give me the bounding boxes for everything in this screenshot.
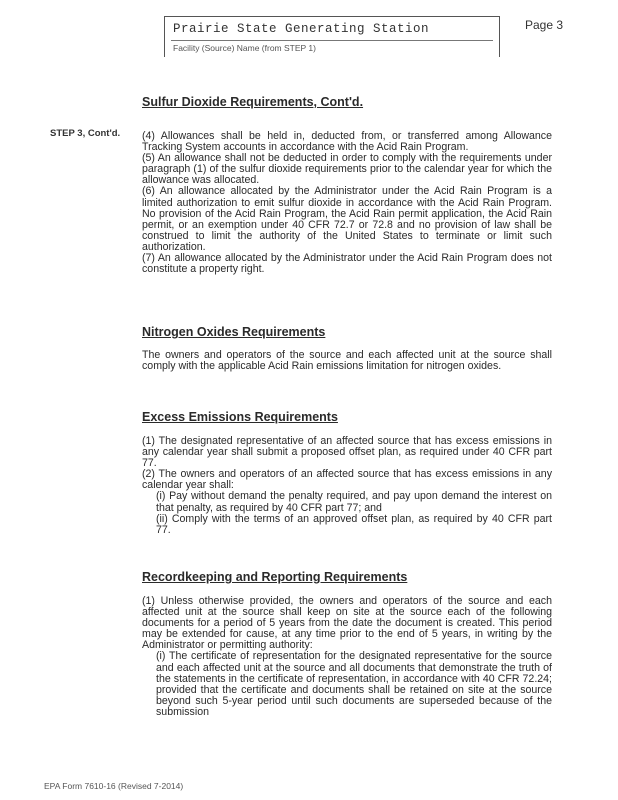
step-label: STEP 3, Cont'd. [50,128,121,139]
page-number: Page 3 [525,18,564,32]
excess-heading: Excess Emissions Requirements [142,410,338,424]
excess-item-1: (1) The designated representative of an affected source that has excess emissions in any calendar year shall submit a proposed offset plan, as required under 40 CFR part 77. [142,435,552,470]
excess-item-2: (2) The owners and operators of an affected source that has excess emissions in any calendar year shall: [142,468,552,492]
nox-heading: Nitrogen Oxides Requirements [142,325,326,339]
facility-name: Prairie State Generating Station [173,22,430,36]
records-heading: Recordkeeping and Reporting Requirements [142,570,408,584]
records-item-1-i: (i) The certificate of representation for the designated representative for the source and each affected unit at the source and all documents that demonstrate the truth of the statements in the certificate of representation, in accordance with 40 CFR 72.24; provided that the certificate and documents shall be retained on site at the source beyond such 5-year period until such documents are superseded because of the submission [156,650,552,718]
so2-items [142,131,552,275]
so2-item-6: (6) An allowance allocated by the Administrator under the Acid Rain Program is a limited authorization to emit sulfur dioxide in accordance with the Acid Rain Program. No provision of the Acid Rain Program, the Acid Rain permit application, the Acid Rain permit, or an exemption under 40 CFR 72.7 or 72.8 and no provision of law shall be construed to limit the authority of the United States to terminate or limit such authorization. [142,185,552,253]
so2-item-7: (7) An allowance allocated by the Administrator under the Acid Rain Program does not constitute a property right. [142,252,552,276]
so2-item-5: (5) An allowance shall not be deducted in order to comply with the requirements under paragraph (1) of the sulfur dioxide requirements prior to the calendar year for which the allowance was allocated. [142,152,552,187]
facility-underline [171,40,493,41]
facility-field-label: Facility (Source) Name (from STEP 1) [173,43,316,53]
so2-heading: Sulfur Dioxide Requirements, Cont'd. [142,95,364,109]
excess-item-2-i: (i) Pay without demand the penalty required, and pay upon demand the interest on that penalty, as required by 40 CFR part 77; and [156,490,552,514]
form-footer: EPA Form 7610-16 (Revised 7-2014) [44,781,184,791]
records-item-1: (1) Unless otherwise provided, the owners and operators of the source and each affected unit at the source shall keep on site at the source each of the following documents for a period of 5 years from the date the document is created. This period may be extended for cause, at any time prior to the end of 5 years, in writing by the Administrator or permitting authority: [142,595,552,652]
facility-name-box [164,16,500,57]
excess-item-2-ii: (ii) Comply with the terms of an approved offset plan, as required by 40 CFR part 77. [156,512,552,536]
excess-items [142,436,552,536]
nox-text: The owners and operators of the source and each affected unit at the source shall comply with the applicable Acid Rain emissions limitation for nitrogen oxides. [142,349,552,373]
so2-item-4: (4) Allowances shall be held in, deducted from, or transferred among Allowance Tracking System accounts in accordance with the Acid Rain Program. [142,130,552,154]
records-items [142,596,552,718]
